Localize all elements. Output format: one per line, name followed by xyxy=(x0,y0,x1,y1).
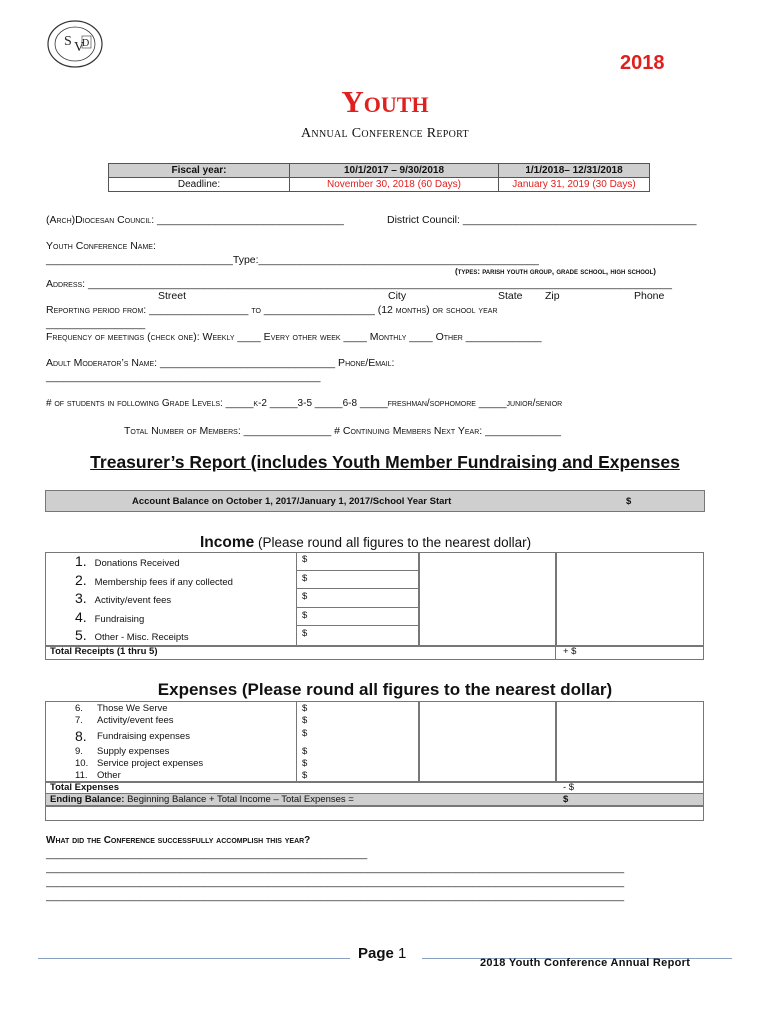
expenses-values-col xyxy=(296,701,420,783)
reporting-period-field[interactable]: Reporting period from: _________________ to ___________________ (12 months) or school year xyxy=(46,304,498,316)
income-col4 xyxy=(555,552,704,647)
moderator-field[interactable]: Adult Moderator’s Name: ______________________________ Phone/Email: xyxy=(46,357,395,369)
expenses-heading: Expenses (Please round all figures to the nearest dollar) xyxy=(157,680,613,699)
expense-item-label: Supply expenses xyxy=(97,746,170,757)
accomplish-line[interactable]: ___________________________________________________________________________________________________ xyxy=(46,890,625,902)
income-divider xyxy=(296,570,418,571)
ending-balance-value[interactable]: $ xyxy=(563,794,569,805)
expense-value-7[interactable]: $ xyxy=(302,715,308,726)
expense-item-num: 6. xyxy=(75,703,83,714)
income-item-num: 2. xyxy=(75,572,87,588)
expense-item xyxy=(75,703,168,714)
income-divider xyxy=(296,588,418,589)
income-item-num: 1. xyxy=(75,553,87,569)
svg-text:D: D xyxy=(82,38,90,49)
income-item xyxy=(75,627,189,643)
accomplish-line[interactable]: _______________________________________________________ xyxy=(46,848,368,860)
expense-item xyxy=(75,770,121,781)
expense-item-num: 7. xyxy=(75,715,83,726)
reporting-period-line2[interactable]: _________________ xyxy=(46,318,146,330)
income-item-label: Other - Misc. Receipts xyxy=(94,632,189,643)
page-subtitle: Annual Conference Report xyxy=(301,126,469,141)
ending-balance-blank xyxy=(45,805,704,821)
income-item-num: 3. xyxy=(75,590,87,606)
district-council-field[interactable]: District Council: ________________________________________ xyxy=(387,214,697,226)
expense-item xyxy=(75,728,190,744)
total-receipts-label: Total Receipts (1 thru 5) xyxy=(50,646,158,657)
income-value-3[interactable]: $ xyxy=(302,591,308,602)
expense-item-label: Activity/event fees xyxy=(97,715,174,726)
zip-label: Zip xyxy=(545,290,560,302)
expense-item-label: Fundraising expenses xyxy=(97,731,190,742)
footer-rule-left xyxy=(38,958,350,959)
deadline-label: Deadline: xyxy=(109,178,290,192)
expense-value-9[interactable]: $ xyxy=(302,746,308,757)
members-field[interactable]: Total Number of Members: _______________ # Continuing Members Next Year: _____________ xyxy=(124,425,561,437)
svg-text:V: V xyxy=(74,40,85,55)
expense-value-6[interactable]: $ xyxy=(302,703,308,714)
total-receipts-cell xyxy=(555,645,704,660)
page-number: 1 xyxy=(398,945,407,962)
income-value-2[interactable]: $ xyxy=(302,573,308,584)
types-note: (types: parish youth group, grade school, high school) xyxy=(455,267,656,276)
expense-value-10[interactable]: $ xyxy=(302,758,308,769)
footer-title: 2018 Youth Conference Annual Report xyxy=(480,957,691,969)
accomplish-line[interactable]: ___________________________________________________________________________________________________ xyxy=(46,876,625,888)
total-expenses-value[interactable]: - $ xyxy=(563,782,575,793)
income-heading-note: (Please round all figures to the nearest dollar) xyxy=(254,535,532,550)
fiscal-col1: 10/1/2017 – 9/30/2018 xyxy=(290,164,499,178)
expense-item-label: Those We Serve xyxy=(97,703,168,714)
accomplish-line[interactable]: ___________________________________________________________________________________________________ xyxy=(46,862,625,874)
deadline-col2: January 31, 2019 (30 Days) xyxy=(499,178,650,192)
page-title: Youth xyxy=(341,84,429,119)
youth-conference-name-label: Youth Conference Name: xyxy=(46,240,156,252)
expense-item-num: 9. xyxy=(75,746,83,757)
treasurer-heading: Treasurer’s Report (includes Youth Member Fundraising and Expenses xyxy=(90,452,680,472)
fiscal-row xyxy=(109,164,650,178)
frequency-field[interactable]: Frequency of meetings (check one): Weekly ____ Every other week ____ Monthly ____ Other _____________ xyxy=(46,331,542,343)
income-col3 xyxy=(418,552,557,647)
expense-item-label: Other xyxy=(97,770,121,781)
total-receipts-value[interactable]: + $ xyxy=(563,646,577,657)
expense-value-8[interactable]: $ xyxy=(302,728,308,739)
total-expenses-label: Total Expenses xyxy=(50,782,119,793)
ending-balance-bold: Ending Balance: xyxy=(50,794,125,805)
expenses-col4 xyxy=(555,701,704,783)
income-item xyxy=(75,572,233,588)
students-field[interactable]: # of students in following Grade Levels: _____k-2 _____3-5 _____6-8 _____freshman/sophomore _____junior/senior xyxy=(46,398,563,409)
deadline-row xyxy=(109,178,650,192)
accomplish-question: What did the Conference successfully accomplish this year? xyxy=(46,835,311,846)
report-year: 2018 xyxy=(620,52,665,74)
expense-item xyxy=(75,758,204,769)
income-value-5[interactable]: $ xyxy=(302,628,308,639)
fiscal-col2: 1/1/2018– 12/31/2018 xyxy=(499,164,650,178)
expense-item-num: 11. xyxy=(75,770,88,781)
income-item xyxy=(75,590,171,606)
phone-label: Phone xyxy=(634,290,665,302)
expenses-col3 xyxy=(418,701,557,783)
page-indicator xyxy=(358,945,406,962)
city-label: City xyxy=(388,290,407,302)
income-item-label: Membership fees if any collected xyxy=(94,577,233,588)
expense-item-num: 10. xyxy=(75,758,89,769)
account-balance-row xyxy=(45,490,705,512)
income-divider xyxy=(296,607,418,608)
street-label: Street xyxy=(158,290,187,302)
state-label: State xyxy=(498,290,523,302)
income-item xyxy=(75,553,180,569)
income-value-1[interactable]: $ xyxy=(302,554,308,565)
income-item-label: Activity/event fees xyxy=(94,595,172,606)
income-item-label: Donations Received xyxy=(94,558,180,569)
expense-value-11[interactable]: $ xyxy=(302,770,308,781)
income-item-label: Fundraising xyxy=(94,614,145,625)
svg-text:S: S xyxy=(64,34,72,49)
expense-item-label: Service project expenses xyxy=(97,758,204,769)
income-item-num: 4. xyxy=(75,609,87,625)
expense-item-num: 8. xyxy=(75,728,87,744)
fiscal-label: Fiscal year: xyxy=(109,164,290,178)
address-field[interactable]: Address: ____________________________________________________________________________________________________ xyxy=(46,278,672,290)
expense-item xyxy=(75,715,174,726)
income-heading xyxy=(200,534,680,553)
income-divider xyxy=(296,625,418,626)
youth-conference-name-field[interactable]: ________________________________Type:________________________________________________ xyxy=(46,254,539,266)
income-item-num: 5. xyxy=(75,627,87,643)
ending-balance-label xyxy=(50,794,354,805)
moderator-line2[interactable]: _______________________________________________ xyxy=(46,371,321,383)
income-value-4[interactable]: $ xyxy=(302,610,308,621)
account-balance-label: Account Balance on October 1, 2017/January 1, 2017/School Year Start xyxy=(132,496,452,507)
account-balance-value: $ xyxy=(626,496,632,507)
income-item xyxy=(75,609,144,625)
ending-balance-note: Beginning Balance + Total Income – Total Expenses = xyxy=(124,794,354,805)
income-heading-bold: Income xyxy=(200,534,255,551)
svdp-logo xyxy=(44,18,106,70)
diocesan-council-field[interactable]: (Arch)Diocesan Council: ________________________________ xyxy=(46,214,344,226)
deadline-col1: November 30, 2018 (60 Days) xyxy=(290,178,499,192)
fiscal-year-table xyxy=(108,163,650,192)
income-values-col xyxy=(296,552,420,647)
expense-item xyxy=(75,746,170,757)
page-label: Page xyxy=(358,945,394,962)
